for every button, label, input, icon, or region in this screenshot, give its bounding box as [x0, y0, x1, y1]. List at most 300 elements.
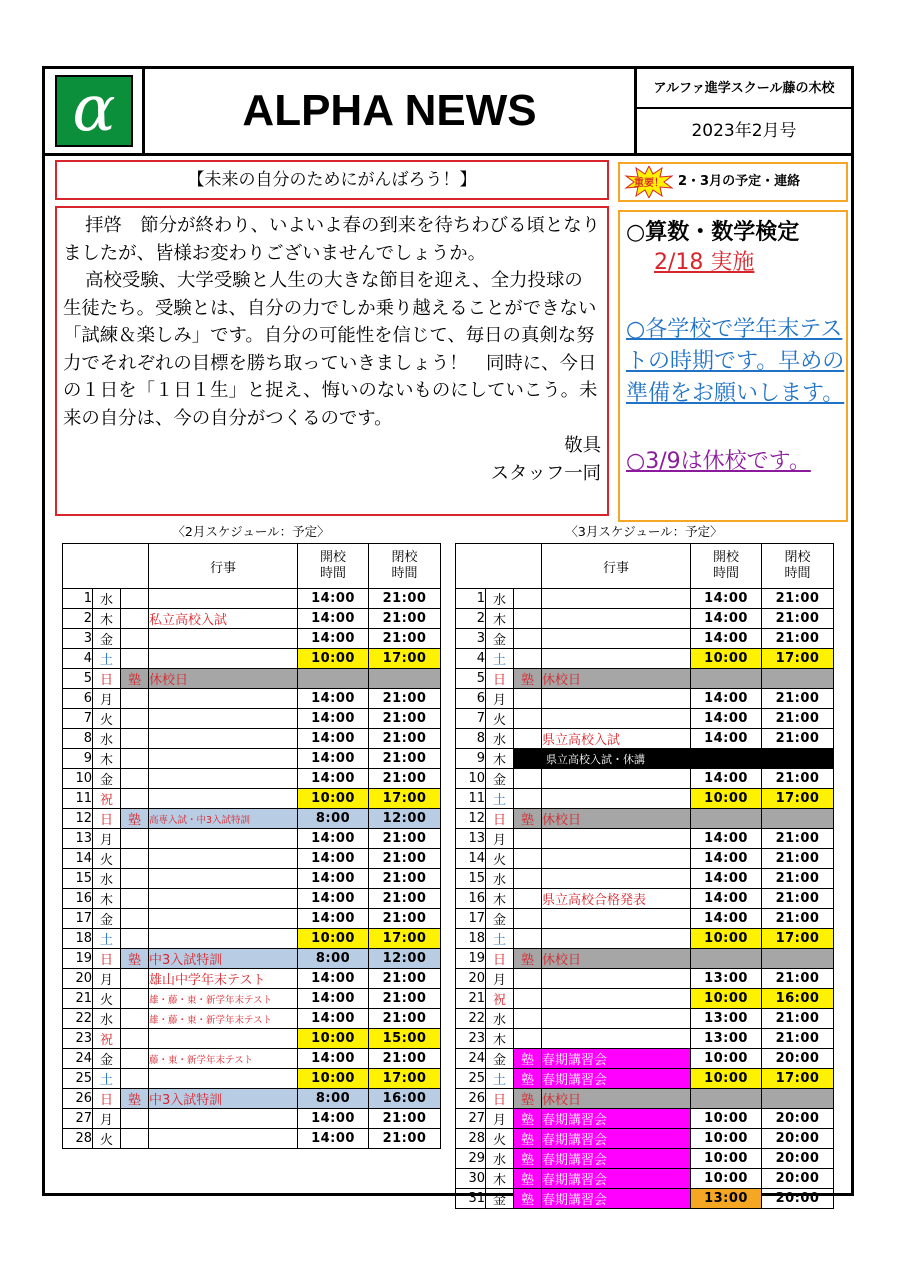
open-time: 14:00 — [298, 629, 369, 649]
schedule-row — [63, 889, 441, 909]
day-number: 19 — [456, 949, 486, 969]
weekday: 日 — [486, 669, 514, 689]
day-number: 17 — [63, 909, 93, 929]
day-number: 1 — [63, 589, 93, 609]
event-name: 春期講習会 — [542, 1149, 691, 1169]
weekday: 水 — [486, 869, 514, 889]
message-paragraph-2: 高校受験、大学受験と人生の大きな節目を迎え、全力投球の生徒たち。受験とは、自分の力でしか乗り越えることができない「試練＆楽しみ」です。自分の可能性を信じて、毎日の真剣な努力でそれぞれの目標を勝ち取っていきましょう！ 同時に、今日の１日を「１日１生」と捉え、悔いのないものにしていこう。未来の自分は、今の自分がつくるのです。 — [63, 270, 598, 429]
close-time: 21:00 — [369, 829, 441, 849]
event-name — [542, 849, 691, 869]
juku-marker — [121, 1049, 149, 1069]
logo-cell — [45, 69, 145, 153]
juku-marker — [514, 629, 542, 649]
schedule-row — [63, 849, 441, 869]
event-name: 春期講習会 — [542, 1129, 691, 1149]
open-time: 10:00 — [691, 1149, 762, 1169]
mar-header-blank — [456, 544, 542, 589]
open-time: 13:00 — [691, 1009, 762, 1029]
schedule-row — [456, 709, 834, 729]
event-name — [542, 769, 691, 789]
open-time: 10:00 — [691, 1069, 762, 1089]
juku-marker: 塾 — [121, 949, 149, 969]
day-number: 26 — [63, 1089, 93, 1109]
close-time: 21:00 — [762, 869, 834, 889]
juku-marker — [121, 829, 149, 849]
close-time — [762, 1089, 834, 1109]
open-time: 14:00 — [298, 1049, 369, 1069]
day-number: 6 — [63, 689, 93, 709]
day-number: 12 — [456, 809, 486, 829]
weekday: 木 — [93, 749, 121, 769]
day-number: 2 — [63, 609, 93, 629]
juku-marker — [121, 1029, 149, 1049]
juku-marker — [121, 749, 149, 769]
event-name: 藤・東・新学年末テスト — [149, 1049, 298, 1069]
weekday: 木 — [486, 889, 514, 909]
event-name — [149, 589, 298, 609]
open-time: 14:00 — [691, 869, 762, 889]
close-time: 21:00 — [762, 689, 834, 709]
juku-marker — [514, 789, 542, 809]
day-number: 3 — [456, 629, 486, 649]
juku-marker — [121, 689, 149, 709]
feb-header-close: 閉校 時間 — [369, 544, 441, 589]
open-time: 10:00 — [691, 1109, 762, 1129]
juku-marker — [514, 709, 542, 729]
juku-marker — [121, 589, 149, 609]
close-time — [762, 809, 834, 829]
open-time: 13:00 — [691, 969, 762, 989]
weekday: 木 — [486, 1029, 514, 1049]
open-time: 14:00 — [298, 769, 369, 789]
juku-marker — [514, 909, 542, 929]
event-name — [542, 969, 691, 989]
event-name — [149, 869, 298, 889]
day-number: 11 — [456, 789, 486, 809]
weekday: 月 — [486, 689, 514, 709]
feb-header-event: 行事 — [149, 544, 298, 589]
close-time: 21:00 — [369, 729, 441, 749]
close-time: 20:00 — [762, 1129, 834, 1149]
event-name — [149, 649, 298, 669]
weekday: 土 — [486, 929, 514, 949]
open-time — [691, 949, 762, 969]
event-name: 休校日 — [149, 669, 298, 689]
weekday: 火 — [93, 849, 121, 869]
open-time: 14:00 — [691, 889, 762, 909]
schedule-row — [456, 769, 834, 789]
juku-marker — [121, 709, 149, 729]
juku-marker — [514, 889, 542, 909]
schedule-row — [63, 1029, 441, 1049]
day-number: 19 — [63, 949, 93, 969]
school-name: アルファ進学スクール藤の木校 — [637, 69, 851, 109]
close-time: 17:00 — [369, 929, 441, 949]
important-burst-icon — [624, 166, 674, 198]
day-number: 8 — [63, 729, 93, 749]
juku-marker: 塾 — [121, 809, 149, 829]
event-name — [542, 689, 691, 709]
day-number: 31 — [456, 1189, 486, 1209]
juku-marker: 塾 — [514, 809, 542, 829]
juku-marker — [121, 729, 149, 749]
open-time: 14:00 — [691, 609, 762, 629]
alpha-logo: α — [55, 75, 133, 147]
schedule-row — [63, 629, 441, 649]
close-time: 20:00 — [762, 1049, 834, 1069]
weekday: 祝 — [93, 1029, 121, 1049]
weekday: 日 — [486, 1089, 514, 1109]
weekday: 火 — [93, 989, 121, 1009]
day-number: 20 — [456, 969, 486, 989]
open-time: 10:00 — [691, 789, 762, 809]
message-signature: スタッフ一同 — [490, 462, 601, 484]
mar-schedule-body — [456, 589, 834, 1209]
event-name: 高専入試・中3入試特訓 — [149, 809, 298, 829]
schedule-row — [456, 909, 834, 929]
weekday: 土 — [486, 649, 514, 669]
event-name — [149, 1029, 298, 1049]
open-time: 10:00 — [691, 1049, 762, 1069]
juku-marker — [514, 849, 542, 869]
weekday: 水 — [486, 1009, 514, 1029]
juku-marker — [121, 1069, 149, 1089]
schedule-row — [456, 809, 834, 829]
juku-marker: 塾 — [514, 1069, 542, 1089]
event-name: 春期講習会 — [542, 1069, 691, 1089]
schedule-row — [456, 629, 834, 649]
juku-marker: 塾 — [514, 1129, 542, 1149]
close-time: 17:00 — [369, 789, 441, 809]
juku-marker — [514, 649, 542, 669]
schedule-row — [63, 1129, 441, 1149]
mar-header-open: 開校 時間 — [691, 544, 762, 589]
schedule-row — [63, 729, 441, 749]
weekday: 火 — [486, 849, 514, 869]
day-number: 23 — [456, 1029, 486, 1049]
close-time — [762, 669, 834, 689]
important-badge: 重要！ — [634, 178, 664, 189]
close-time: 21:00 — [369, 609, 441, 629]
close-time: 21:00 — [369, 1009, 441, 1029]
open-time: 14:00 — [298, 1129, 369, 1149]
weekday: 金 — [486, 1189, 514, 1209]
message-closing: 敬具 — [564, 435, 601, 456]
event-name: 私立高校入試 — [149, 609, 298, 629]
weekday: 水 — [93, 729, 121, 749]
day-number: 2 — [456, 609, 486, 629]
newsletter-title: ALPHA NEWS — [145, 69, 637, 153]
juku-marker — [121, 1009, 149, 1029]
schedule-row — [63, 1089, 441, 1109]
open-time: 8:00 — [298, 949, 369, 969]
juku-marker: 塾 — [121, 669, 149, 689]
day-number: 10 — [63, 769, 93, 789]
close-time: 16:00 — [369, 1089, 441, 1109]
notice-heading-text: 2・3月の予定・連絡 — [678, 174, 801, 189]
day-number: 14 — [456, 849, 486, 869]
schedule-row — [456, 689, 834, 709]
schedule-row — [456, 1049, 834, 1069]
day-number: 7 — [63, 709, 93, 729]
close-time: 21:00 — [762, 629, 834, 649]
juku-marker — [121, 1129, 149, 1149]
open-time: 14:00 — [298, 1009, 369, 1029]
juku-marker — [514, 829, 542, 849]
day-number: 12 — [63, 809, 93, 829]
schedule-row — [63, 949, 441, 969]
schedule-row — [63, 869, 441, 889]
weekday: 金 — [486, 769, 514, 789]
close-time: 21:00 — [369, 989, 441, 1009]
weekday: 月 — [93, 689, 121, 709]
notice-heading — [618, 162, 848, 202]
close-time: 21:00 — [762, 609, 834, 629]
open-time: 14:00 — [298, 749, 369, 769]
weekday: 火 — [486, 709, 514, 729]
schedule-row — [63, 829, 441, 849]
event-name: 中3入試特訓 — [149, 1089, 298, 1109]
day-number: 20 — [63, 969, 93, 989]
day-number: 25 — [63, 1069, 93, 1089]
message-heading: 【未来の自分のためにがんばろう！】 — [55, 160, 609, 200]
day-number: 24 — [456, 1049, 486, 1069]
event-name — [149, 629, 298, 649]
weekday: 金 — [93, 1049, 121, 1069]
open-time: 10:00 — [691, 929, 762, 949]
weekday: 木 — [486, 1169, 514, 1189]
weekday: 土 — [93, 1069, 121, 1089]
day-number: 4 — [456, 649, 486, 669]
schedule-row — [63, 609, 441, 629]
close-time: 21:00 — [369, 889, 441, 909]
mar-header-row — [456, 544, 834, 589]
schedule-row — [63, 769, 441, 789]
juku-marker: 塾 — [514, 949, 542, 969]
day-number: 22 — [63, 1009, 93, 1029]
close-time: 21:00 — [762, 589, 834, 609]
day-number: 24 — [63, 1049, 93, 1069]
juku-marker — [121, 969, 149, 989]
weekday: 木 — [93, 889, 121, 909]
schedule-row — [63, 989, 441, 1009]
schedule-row — [456, 609, 834, 629]
schedule-row — [456, 869, 834, 889]
close-time: 21:00 — [762, 769, 834, 789]
mar-header-close: 閉校 時間 — [762, 544, 834, 589]
juku-marker — [121, 849, 149, 869]
juku-marker — [514, 869, 542, 889]
schedule-row — [456, 949, 834, 969]
schedule-row — [63, 689, 441, 709]
day-number: 28 — [456, 1129, 486, 1149]
event-name: 春期講習会 — [542, 1109, 691, 1129]
juku-marker — [514, 1009, 542, 1029]
open-time — [691, 809, 762, 829]
notice-math-test-date: 2/18 実施 — [654, 250, 755, 275]
weekday: 月 — [486, 1109, 514, 1129]
juku-marker: 塾 — [514, 669, 542, 689]
weekday: 日 — [93, 949, 121, 969]
day-number: 6 — [456, 689, 486, 709]
open-time: 10:00 — [691, 649, 762, 669]
weekday: 土 — [93, 649, 121, 669]
weekday: 水 — [93, 1009, 121, 1029]
open-time: 14:00 — [691, 589, 762, 609]
open-time: 14:00 — [298, 709, 369, 729]
schedule-row — [63, 929, 441, 949]
schedule-row — [456, 1149, 834, 1169]
schedule-row — [63, 669, 441, 689]
close-time: 21:00 — [762, 909, 834, 929]
juku-marker: 塾 — [514, 1049, 542, 1069]
day-number: 30 — [456, 1169, 486, 1189]
open-time: 14:00 — [298, 989, 369, 1009]
close-time: 21:00 — [369, 629, 441, 649]
open-time: 13:00 — [691, 1189, 762, 1209]
event-name — [149, 769, 298, 789]
schedule-row — [63, 1009, 441, 1029]
event-name — [149, 1069, 298, 1089]
juku-marker — [121, 889, 149, 909]
day-number: 26 — [456, 1089, 486, 1109]
open-time: 14:00 — [691, 709, 762, 729]
close-time: 20:00 — [762, 1149, 834, 1169]
weekday: 土 — [93, 929, 121, 949]
day-number: 15 — [63, 869, 93, 889]
juku-marker: 塾 — [514, 1149, 542, 1169]
close-time: 21:00 — [762, 849, 834, 869]
schedule-row — [63, 1109, 441, 1129]
close-time: 21:00 — [369, 689, 441, 709]
close-time: 21:00 — [762, 829, 834, 849]
weekday: 水 — [486, 729, 514, 749]
schedule-row — [456, 1129, 834, 1149]
schedule-row — [456, 1109, 834, 1129]
juku-marker — [514, 1029, 542, 1049]
schedule-row — [456, 589, 834, 609]
weekday: 金 — [486, 1049, 514, 1069]
juku-marker — [514, 609, 542, 629]
event-name — [542, 709, 691, 729]
juku-marker — [514, 929, 542, 949]
weekday: 火 — [93, 1129, 121, 1149]
schedule-row — [456, 749, 834, 769]
close-time: 21:00 — [369, 909, 441, 929]
notice-final-exams: ○各学校で学年末テストの時期です。早めの準備をお願いします。 — [626, 317, 845, 406]
day-number: 18 — [63, 929, 93, 949]
day-number: 18 — [456, 929, 486, 949]
schedule-row — [456, 1029, 834, 1049]
open-time: 10:00 — [691, 1129, 762, 1149]
notice-closed-day: ○3/9は休校です。 — [626, 449, 811, 474]
open-time: 10:00 — [298, 789, 369, 809]
open-time: 8:00 — [298, 1089, 369, 1109]
close-time — [762, 949, 834, 969]
event-name — [542, 789, 691, 809]
juku-marker — [514, 589, 542, 609]
day-number: 14 — [63, 849, 93, 869]
close-time: 21:00 — [762, 1009, 834, 1029]
open-time: 10:00 — [298, 929, 369, 949]
event-name — [542, 829, 691, 849]
juku-marker — [121, 769, 149, 789]
schedule-row — [63, 589, 441, 609]
open-time: 13:00 — [691, 1029, 762, 1049]
open-time: 14:00 — [691, 909, 762, 929]
open-time: 14:00 — [298, 689, 369, 709]
weekday: 日 — [486, 809, 514, 829]
close-time — [369, 669, 441, 689]
juku-marker — [121, 869, 149, 889]
day-number: 22 — [456, 1009, 486, 1029]
event-name — [542, 989, 691, 1009]
day-number: 23 — [63, 1029, 93, 1049]
close-time: 16:00 — [762, 989, 834, 1009]
event-name — [542, 929, 691, 949]
day-number: 27 — [63, 1109, 93, 1129]
close-time: 21:00 — [369, 1109, 441, 1129]
weekday: 水 — [486, 1149, 514, 1169]
notice-box — [618, 210, 848, 522]
event-name: 休校日 — [542, 949, 691, 969]
open-time: 14:00 — [298, 869, 369, 889]
weekday: 金 — [486, 629, 514, 649]
schedule-row — [456, 989, 834, 1009]
open-time: 14:00 — [691, 829, 762, 849]
event-name: 県立高校合格発表 — [542, 889, 691, 909]
close-time: 21:00 — [369, 849, 441, 869]
juku-marker — [121, 1109, 149, 1129]
schedule-row — [456, 1009, 834, 1029]
juku-marker — [121, 989, 149, 1009]
mar-schedule-caption: 〈3月スケジュール：予定〉 — [565, 524, 723, 539]
day-number: 8 — [456, 729, 486, 749]
open-time — [691, 669, 762, 689]
open-time: 14:00 — [298, 889, 369, 909]
juku-marker — [121, 929, 149, 949]
event-name — [149, 749, 298, 769]
open-time: 14:00 — [691, 689, 762, 709]
close-time: 12:00 — [369, 949, 441, 969]
schedule-row — [456, 729, 834, 749]
day-number: 3 — [63, 629, 93, 649]
close-time: 15:00 — [369, 1029, 441, 1049]
weekday: 火 — [486, 1129, 514, 1149]
event-name — [542, 589, 691, 609]
day-number: 10 — [456, 769, 486, 789]
open-time: 14:00 — [298, 829, 369, 849]
juku-marker — [514, 769, 542, 789]
schedule-row — [63, 969, 441, 989]
weekday: 木 — [486, 749, 514, 769]
event-name — [149, 709, 298, 729]
event-name — [542, 909, 691, 929]
day-number: 25 — [456, 1069, 486, 1089]
day-number: 7 — [456, 709, 486, 729]
close-time: 12:00 — [369, 809, 441, 829]
close-time: 17:00 — [369, 649, 441, 669]
juku-marker — [514, 989, 542, 1009]
event-name: 休校日 — [542, 1089, 691, 1109]
juku-marker — [514, 969, 542, 989]
weekday: 祝 — [486, 989, 514, 1009]
juku-marker — [121, 649, 149, 669]
event-name: 休校日 — [542, 669, 691, 689]
event-name: 県立高校入試・休講 — [514, 749, 834, 769]
open-time — [691, 1089, 762, 1109]
event-name: 春期講習会 — [542, 1169, 691, 1189]
